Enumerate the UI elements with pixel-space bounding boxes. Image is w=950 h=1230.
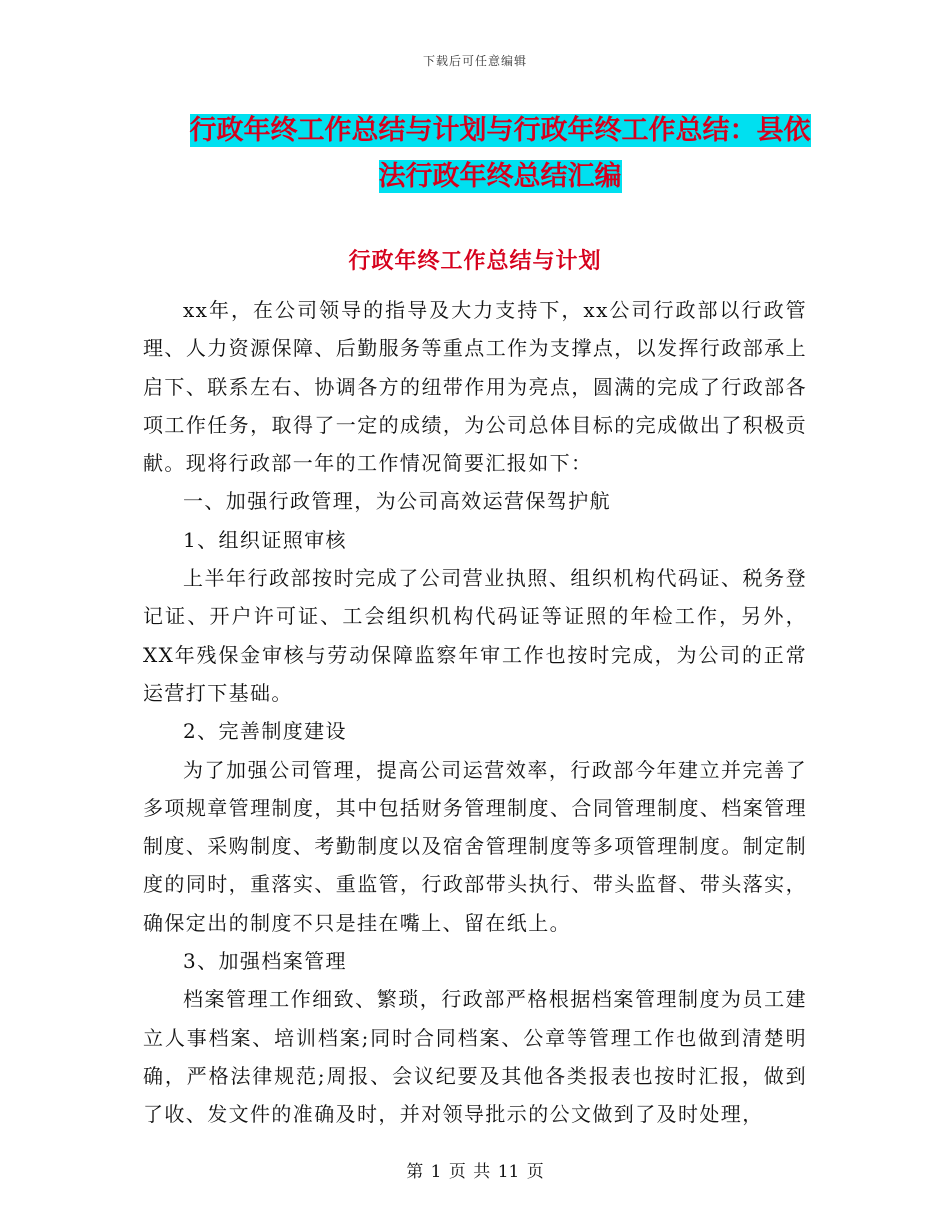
paragraph-1: 上半年行政部按时完成了公司营业执照、组织机构代码证、税务登记证、开户许可证、工会组织机构代码证等证照的年检工作，另外，XX年残保金审核与劳动保障监察年审工作也按时完成，为公司的正常运营打下基础。 [143,566,807,705]
page-number-footer: 第 1 页 共 11 页 [406,1162,544,1182]
document-title-line-1: 行政年终工作总结与计划与行政年终工作总结：县依 [189,115,811,146]
paragraph-3: 档案管理工作细致、繁琐，行政部严格根据档案管理制度为员工建立人事档案、培训档案;同时合同档案、公章等管理工作也做到清楚明确，严格法律规范;周报、会议纪要及其他各类报表也按时汇报，做到了收、发文件的准确及时，并对领导批示的公文做到了及时处理， [143,987,807,1127]
document-body [143,291,807,1134]
paragraph-intro: xx年，在公司领导的指导及大力支持下，xx公司行政部以行政管理、人力资源保障、后勤服务等重点工作为支撑点，以发挥行政部承上启下、联系左右、协调各方的纽带作用为亮点，圆满的完成了行政部各项工作任务，取得了一定的成绩，为公司总体目标的完成做出了积极贡献。现将行政部一年的工作情况简要汇报如下： [143,298,807,476]
header-note: 下载后可任意编辑 [422,54,527,68]
subheading-3: 3、加强档案管理 [183,949,347,974]
heading-part-1: 一、加强行政管理，为公司高效运营保驾护航 [183,489,611,514]
document-title [150,108,850,200]
paragraph-2: 为了加强公司管理，提高公司运营效率，行政部今年建立并完善了多项规章管理制度，其中包括财务管理制度、合同管理制度、档案管理制度、采购制度、考勤制度以及宿舍管理制度等多项管理制度。制定制度的同时，重落实、重监管，行政部带头执行、带头监督、带头落实，确保定出的制度不只是挂在嘴上、留在纸上。 [143,757,807,935]
subheading-2: 2、完善制度建设 [183,719,347,744]
section-title: 行政年终工作总结与计划 [348,248,602,274]
subheading-1: 1、组织证照审核 [183,527,347,552]
document-title-line-2: 法行政年终总结汇编 [378,161,622,192]
